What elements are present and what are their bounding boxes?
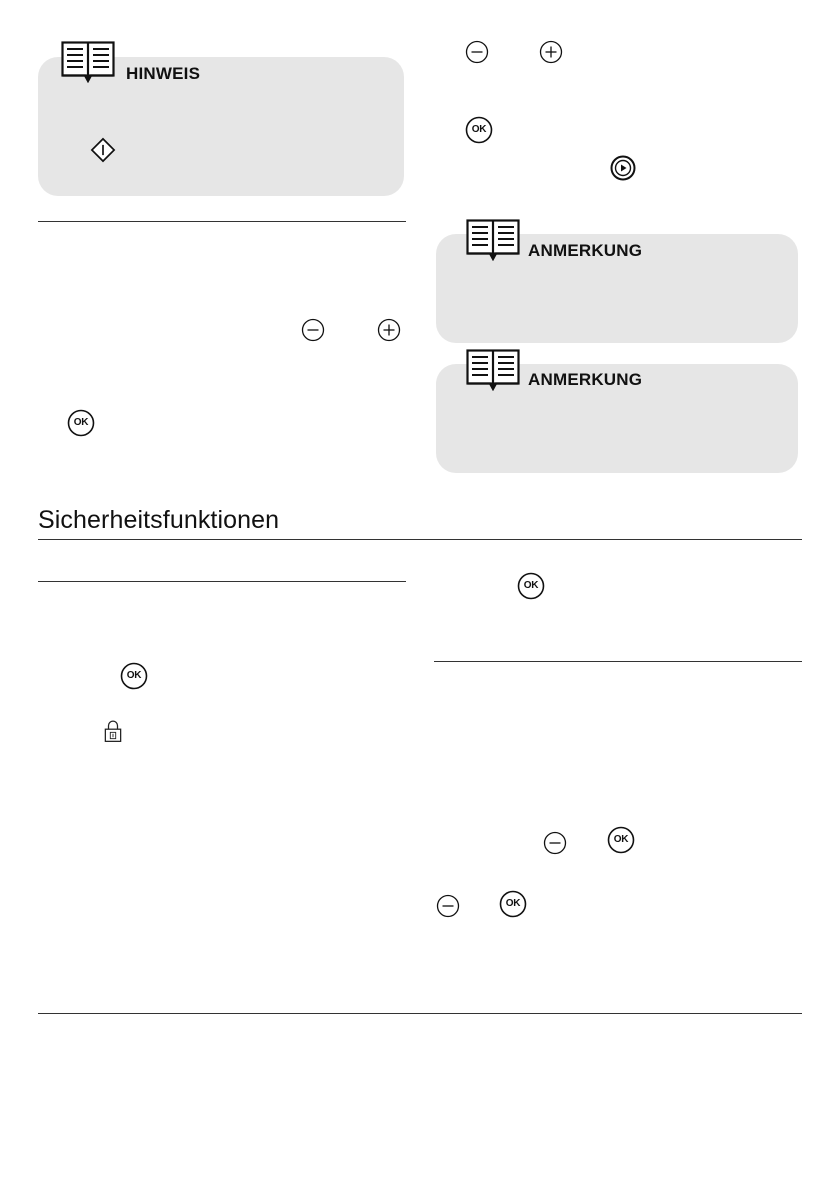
ok-label: OK xyxy=(73,417,89,428)
divider-rule xyxy=(434,661,802,662)
minus-button-icon xyxy=(436,894,460,918)
start-diamond-icon xyxy=(90,137,116,163)
padlock-icon xyxy=(104,719,122,743)
section-heading: Sicherheitsfunktionen xyxy=(38,506,280,534)
play-button-icon xyxy=(610,155,636,181)
ok-button-icon xyxy=(67,409,95,437)
minus-button-icon xyxy=(465,40,489,64)
ok-label: OK xyxy=(505,898,521,909)
footer-rule xyxy=(38,1013,802,1014)
divider-rule xyxy=(38,221,406,222)
ok-button-icon xyxy=(120,662,148,690)
ok-button-icon xyxy=(607,826,635,854)
ok-label: OK xyxy=(523,580,539,591)
book-icon xyxy=(466,349,520,391)
ok-label: OK xyxy=(471,124,487,135)
ok-label: OK xyxy=(126,670,142,681)
ok-button-icon xyxy=(517,572,545,600)
plus-button-icon xyxy=(377,318,401,342)
minus-button-icon xyxy=(543,831,567,855)
book-icon xyxy=(61,41,115,83)
hinweis-title: HINWEIS xyxy=(126,64,201,83)
anmerkung-title: ANMERKUNG xyxy=(528,241,643,260)
ok-button-icon xyxy=(465,116,493,144)
anmerkung-title: ANMERKUNG xyxy=(528,370,643,389)
section-rule xyxy=(38,539,802,540)
divider-rule xyxy=(38,581,406,582)
plus-button-icon xyxy=(539,40,563,64)
book-icon xyxy=(466,219,520,261)
ok-button-icon xyxy=(499,890,527,918)
ok-label: OK xyxy=(613,834,629,845)
minus-button-icon xyxy=(301,318,325,342)
